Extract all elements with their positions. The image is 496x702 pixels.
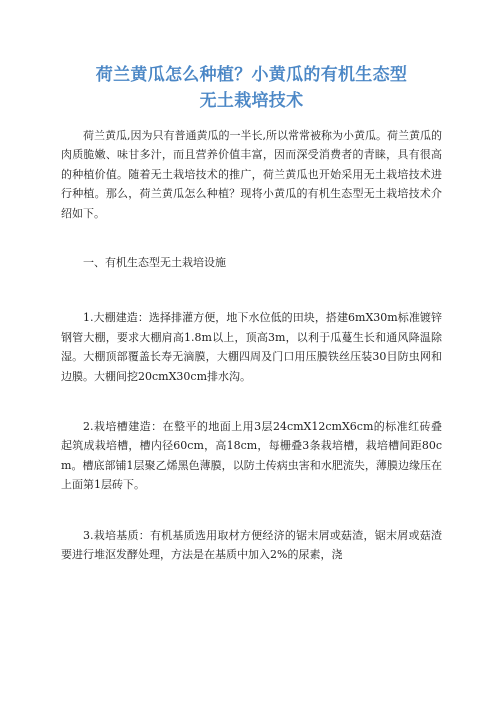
title-line-2: 无土栽培技术	[199, 91, 304, 111]
paragraph-substrate	[61, 526, 442, 565]
paragraph-substrate-text: 3.栽培基质：有机基质选用取材方便经济的锯末屑或菇渣，锯末屑或菇渣要进行堆沤发酵处理，方法是在基质中加入2%的尿素，浇	[61, 528, 442, 562]
paragraph-trough-text: 2.栽培槽建造：在整平的地面上用3层24cmX12cmX6cm的标准红砖叠起筑成栽培槽，槽内径60cm，高18cm，每栅叠3条栽培槽，栽培槽间距80cm。槽底部铺1层聚乙烯黑色薄膜，以防土传病虫害和水肥流失，薄膜边缘压在上面第1层砖下。	[61, 420, 442, 492]
intro-text: 荷兰黄瓜,因为只有普通黄瓜的一半长,所以常常被称为小黄瓜。荷兰黄瓜的肉质脆嫩、味甘多汁，而且营养价值丰富，因而深受消费者的青睐，具有很高的种植价值。随着无土栽培技术的推广，荷兰黄瓜也开始采用无土栽培技术进行种植。那么，荷兰黄瓜怎么种植？现将小黄瓜的有机生态型无土栽培技术介绍如下。	[61, 129, 442, 220]
title-line-1: 荷兰黄瓜怎么种植？小黄瓜的有机生态型	[95, 65, 408, 85]
document-title	[61, 0, 442, 114]
paragraph-trough	[61, 417, 442, 495]
section-heading-text: 一、有机生态型无土栽培设施	[83, 256, 226, 270]
section-heading	[61, 253, 442, 272]
intro-paragraph	[61, 126, 442, 223]
paragraph-greenhouse-text: 1.大棚建造：选择排灌方便，地下水位低的田块，搭建6mX30m标准镀锌钢管大棚，要求大棚肩高1.8m以上，顶高3m，以利于瓜蔓生长和通风降温除湿。大棚顶部覆盖长寿无滴膜，大棚四周及门口用压膜铁丝压装30目防虫网和边膜。大棚间挖20cmX30cm排水沟。	[61, 311, 442, 383]
paragraph-greenhouse	[61, 308, 442, 386]
